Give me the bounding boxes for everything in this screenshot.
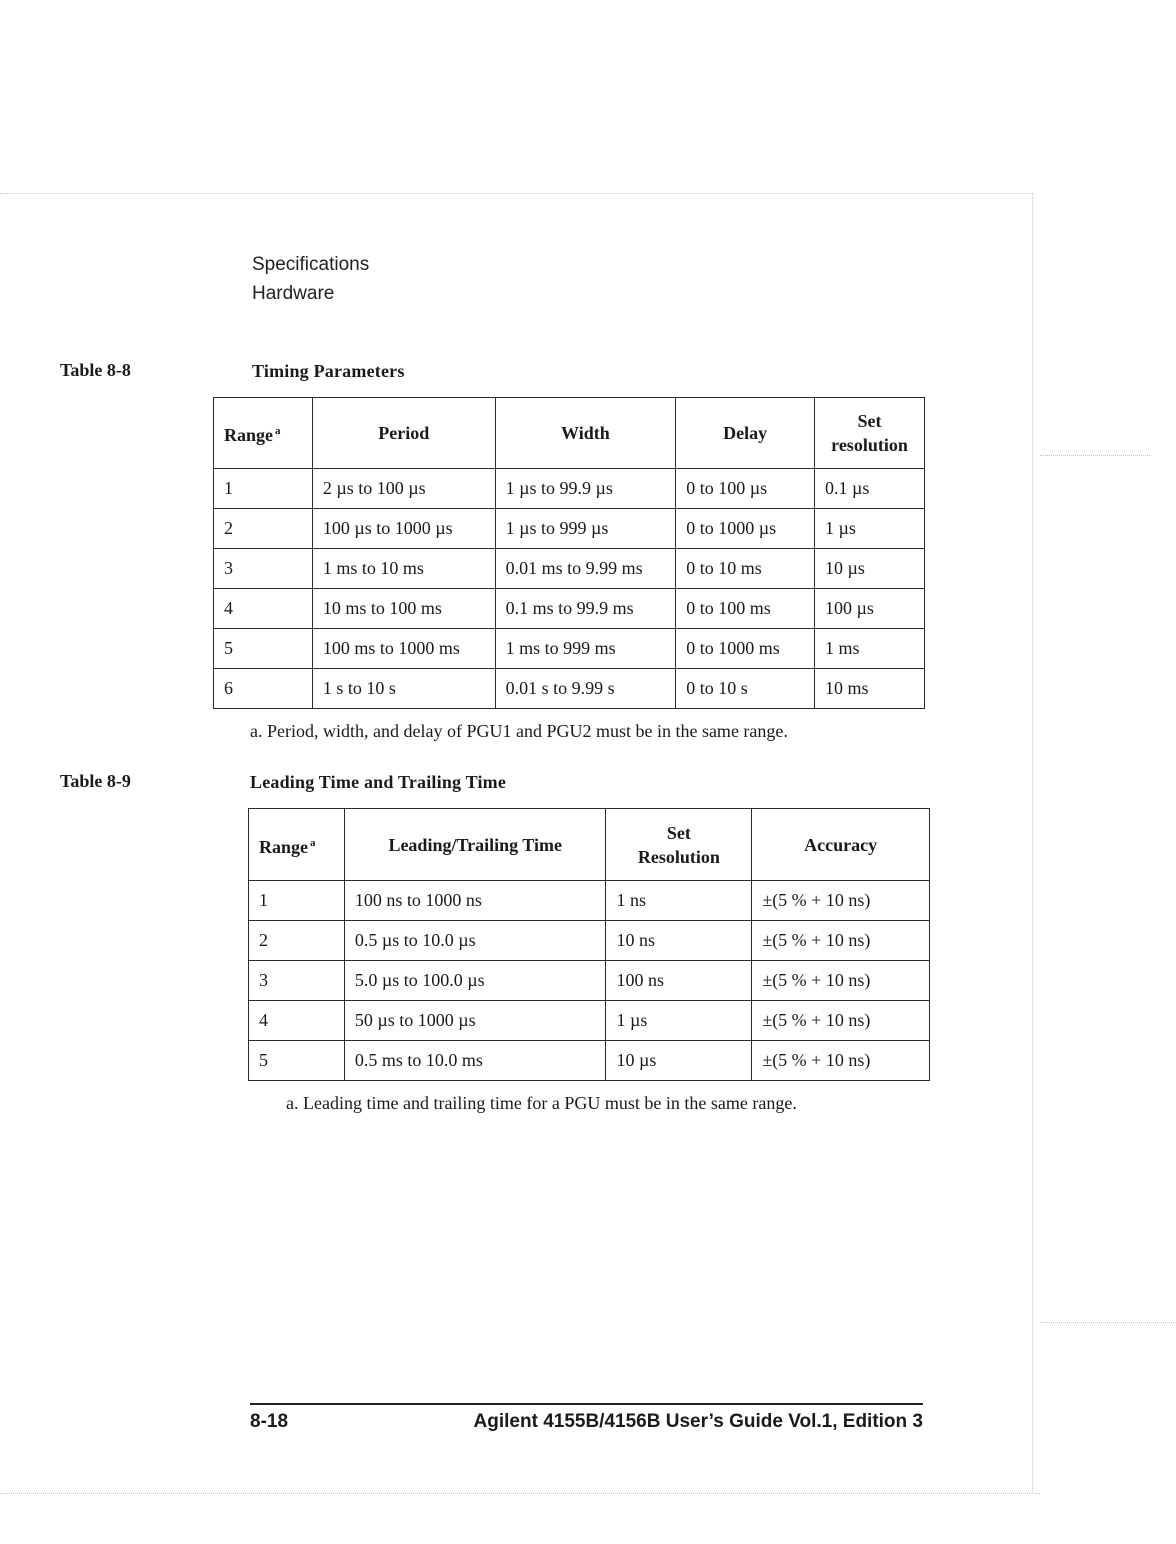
table-cell: 100 ms to 1000 ms: [312, 629, 495, 669]
table-row: [214, 589, 925, 629]
table-cell: 4: [249, 1001, 345, 1041]
table-cell: 3: [214, 549, 313, 589]
table-cell: ±(5 % + 10 ns): [752, 1041, 930, 1081]
table-cell: 10 ns: [606, 921, 752, 961]
table-cell: 0 to 100 µs: [676, 469, 815, 509]
table-1-col-delay: Delay: [676, 398, 815, 469]
table-row: [249, 1001, 930, 1041]
table-cell: 100 ns: [606, 961, 752, 1001]
table-cell: 0.1 ms to 99.9 ms: [495, 589, 676, 629]
table-1-title: Timing Parameters: [252, 361, 405, 381]
table-cell: 0 to 10 s: [676, 669, 815, 709]
scan-edge-top: [0, 193, 1032, 194]
table-row: [214, 669, 925, 709]
subsection-heading: Hardware: [252, 283, 335, 304]
table-cell: 10 µs: [815, 549, 925, 589]
table-cell: 100 ns to 1000 ns: [344, 881, 606, 921]
table-cell: 0.5 ms to 10.0 ms: [344, 1041, 606, 1081]
timing-parameters-table: [213, 397, 925, 709]
table-2-number: Table 8-9: [60, 771, 131, 791]
table-2-title: Leading Time and Trailing Time: [250, 772, 507, 792]
page-number: 8-18: [250, 1411, 289, 1432]
table-cell: 0.01 ms to 9.99 ms: [495, 549, 676, 589]
table-cell: 0.5 µs to 10.0 µs: [344, 921, 606, 961]
table-2-col-range: Range $^a$: [249, 809, 345, 881]
table-2-col-set-resolution: Set Resolution: [606, 809, 752, 881]
table-cell: 10 ms: [815, 669, 925, 709]
table-cell: 0.1 µs: [815, 469, 925, 509]
table-cell: ±(5 % + 10 ns): [752, 1001, 930, 1041]
table-cell: 1 ms to 10 ms: [312, 549, 495, 589]
table-cell: 1: [249, 881, 345, 921]
section-heading: Specifications: [252, 254, 370, 275]
table-cell: 2: [249, 921, 345, 961]
scan-edge-bottom: [0, 1493, 1040, 1494]
table-cell: 1 µs: [815, 509, 925, 549]
table-cell: 5.0 µs to 100.0 µs: [344, 961, 606, 1001]
table-cell: 0 to 100 ms: [676, 589, 815, 629]
table-row: [249, 921, 930, 961]
scan-mark-right-2: [1040, 1322, 1176, 1323]
table-row: [249, 961, 930, 1001]
table-cell: ±(5 % + 10 ns): [752, 921, 930, 961]
table-cell: 0.01 s to 9.99 s: [495, 669, 676, 709]
scan-mark-right-1: [1040, 455, 1150, 456]
table-cell: ±(5 % + 10 ns): [752, 961, 930, 1001]
scan-edge-right: [1032, 193, 1033, 1493]
table-cell: 0 to 10 ms: [676, 549, 815, 589]
table-1-footnote: a. Period, width, and delay of PGU1 and PGU2 must be in the same range.: [250, 721, 788, 741]
table-2-col-leading-trailing-time: Leading/Trailing Time: [344, 809, 606, 881]
table-1-col-range: Range $^a$: [214, 398, 313, 469]
footnote-marker: a: [310, 836, 316, 849]
table-row: [214, 469, 925, 509]
table-cell: 1: [214, 469, 313, 509]
table-cell: 1 ms to 999 ms: [495, 629, 676, 669]
table-2-footnote: a. Leading time and trailing time for a PGU must be in the same range.: [286, 1093, 797, 1113]
table-cell: 5: [214, 629, 313, 669]
footer-rule: [250, 1403, 923, 1405]
table-cell: 1 ms: [815, 629, 925, 669]
table-cell: 100 µs: [815, 589, 925, 629]
table-row: [249, 1041, 930, 1081]
table-2-header-row: [249, 809, 930, 881]
table-cell: 1 s to 10 s: [312, 669, 495, 709]
table-cell: 0 to 1000 ms: [676, 629, 815, 669]
table-row: [214, 549, 925, 589]
table-cell: 6: [214, 669, 313, 709]
table-cell: 1 µs to 99.9 µs: [495, 469, 676, 509]
table-cell: ±(5 % + 10 ns): [752, 881, 930, 921]
footnote-marker: a: [275, 425, 281, 437]
table-2-col-accuracy: Accuracy: [752, 809, 930, 881]
table-cell: 2 µs to 100 µs: [312, 469, 495, 509]
table-cell: 10 µs: [606, 1041, 752, 1081]
table-cell: 10 ms to 100 ms: [312, 589, 495, 629]
table-cell: 0 to 1000 µs: [676, 509, 815, 549]
table-1-col-width: Width: [495, 398, 676, 469]
table-1-header-row: [214, 398, 925, 469]
table-1-col-period: Period: [312, 398, 495, 469]
table-cell: 4: [214, 589, 313, 629]
footer-document-title: Agilent 4155B/4156B User’s Guide Vol.1, Edition 3: [473, 1411, 923, 1432]
table-cell: 50 µs to 1000 µs: [344, 1001, 606, 1041]
table-1-col-set-resolution: Set resolution: [815, 398, 925, 469]
table-cell: 1 µs: [606, 1001, 752, 1041]
table-cell: 3: [249, 961, 345, 1001]
table-row: [249, 881, 930, 921]
table-row: [214, 629, 925, 669]
table-cell: 2: [214, 509, 313, 549]
table-1-number: Table 8-8: [60, 360, 131, 380]
leading-trailing-time-table: [248, 808, 930, 1081]
table-row: [214, 509, 925, 549]
table-cell: 100 µs to 1000 µs: [312, 509, 495, 549]
table-cell: 1 µs to 999 µs: [495, 509, 676, 549]
table-cell: 1 ns: [606, 881, 752, 921]
table-cell: 5: [249, 1041, 345, 1081]
